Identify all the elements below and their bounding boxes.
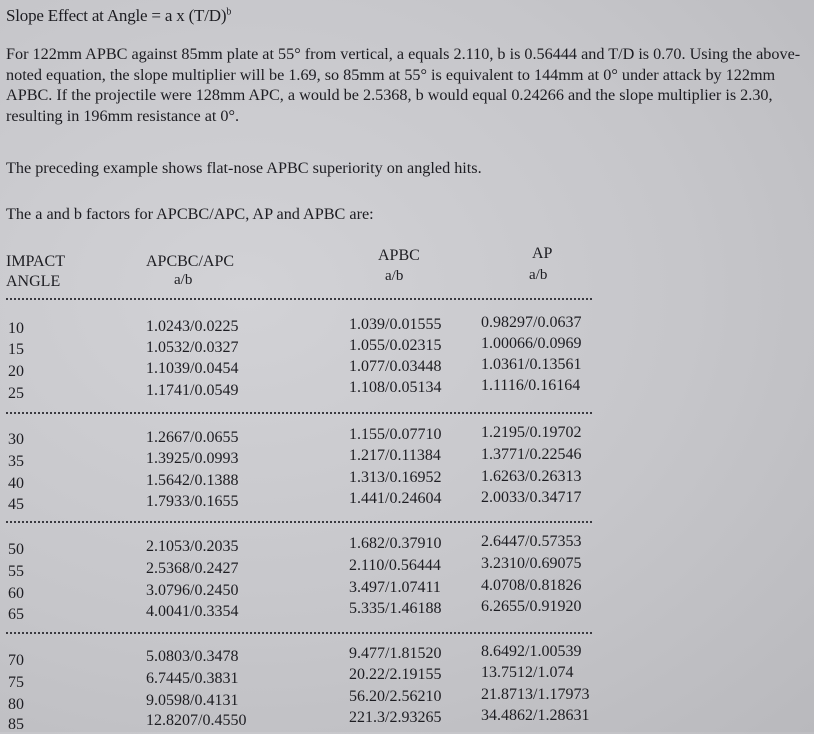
page-title (6, 6, 231, 26)
row-angle: 30 (8, 431, 24, 448)
header-apbc-sub: a/b (385, 268, 404, 284)
row-ap: 1.1116/0.16164 (481, 377, 581, 394)
header-impact: IMPACT (6, 253, 65, 270)
row-ap: 21.8713/1.17973 (481, 686, 590, 703)
title-text: Slope Effect at Angle = a x (T/D) (6, 6, 227, 25)
header-apbc: APBC (378, 247, 420, 264)
row-apcbc: 3.0796/0.2450 (146, 582, 239, 599)
row-ap: 6.2655/0.91920 (481, 598, 582, 615)
row-apbc: 2.110/0.56444 (349, 557, 441, 574)
header-ap-sub: a/b (529, 267, 548, 283)
row-apcbc: 5.0803/0.3478 (146, 648, 239, 665)
row-angle: 60 (8, 585, 24, 602)
row-ap: 4.0708/0.81826 (481, 577, 582, 594)
row-angle: 75 (8, 674, 24, 691)
row-ap: 3.2310/0.69075 (481, 555, 582, 572)
row-apcbc: 4.0041/0.3354 (146, 603, 239, 620)
row-angle: 55 (8, 563, 24, 580)
row-apcbc: 6.7445/0.3831 (146, 670, 239, 687)
row-angle: 85 (8, 716, 24, 733)
row-apbc: 5.335/1.46188 (349, 600, 442, 617)
row-angle: 40 (8, 475, 24, 492)
row-ap: 2.6447/0.57353 (481, 533, 582, 550)
row-angle: 45 (8, 496, 24, 513)
header-ap: AP (532, 245, 553, 262)
table-divider (6, 412, 592, 414)
row-apcbc: 1.7933/0.1655 (146, 493, 239, 510)
row-angle: 80 (8, 696, 24, 713)
row-apbc: 56.20/2.56210 (349, 688, 442, 705)
row-apbc: 20.22/2.19155 (349, 666, 442, 683)
row-angle: 15 (8, 341, 24, 358)
row-apbc: 1.682/0.37910 (349, 535, 442, 552)
row-angle: 10 (8, 320, 24, 337)
header-apcbc-sub: a/b (174, 272, 193, 288)
example-paragraph: For 122mm APBC against 85mm plate at 55° from vertical, a equals 2.110, b is 0.56444 and T/D is 0.70. Using the above-noted equation, the slope multiplier will be 1.69, so 85mm at 55° is equivalent to 144mm at 0° under attack by 122mm APBC. If the projectile were 128mm APC, a would be 2.5368, b would equal 0.24266 and the slope multiplier is 2.30, resulting in 196mm resistance at 0°. (6, 45, 801, 125)
row-ap: 2.0033/0.34717 (481, 489, 582, 506)
row-ap: 0.98297/0.0637 (481, 314, 582, 331)
row-angle: 70 (8, 652, 24, 669)
table-divider (6, 521, 592, 523)
row-apbc: 1.217/0.11384 (349, 447, 441, 464)
factors-paragraph: The a and b factors for APCBC/APC, AP and APBC are: (6, 205, 374, 223)
row-angle: 65 (8, 606, 24, 623)
row-ap: 1.6263/0.26313 (481, 468, 582, 485)
table-divider (6, 298, 592, 300)
row-apcbc: 1.5642/0.1388 (146, 472, 239, 489)
row-apbc: 1.077/0.03448 (349, 358, 442, 375)
row-angle: 20 (8, 363, 24, 380)
row-apbc: 1.039/0.01555 (349, 316, 442, 333)
row-apcbc: 1.3925/0.0993 (146, 450, 239, 467)
row-apbc: 9.477/1.81520 (349, 645, 442, 662)
row-apbc: 1.155/0.07710 (349, 426, 442, 443)
row-apbc: 1.055/0.02315 (349, 337, 442, 354)
row-ap: 1.0361/0.13561 (481, 356, 582, 373)
row-apcbc: 2.5368/0.2427 (146, 560, 239, 577)
row-ap: 1.2195/0.19702 (481, 424, 582, 441)
row-ap: 1.3771/0.22546 (481, 446, 582, 463)
row-ap: 13.7512/1.074 (481, 664, 574, 681)
row-ap: 8.6492/1.00539 (481, 643, 582, 660)
row-apbc: 1.108/0.05134 (349, 379, 442, 396)
header-angle: ANGLE (6, 273, 61, 290)
row-apcbc: 1.1741/0.0549 (146, 382, 239, 399)
row-apcbc: 2.1053/0.2035 (146, 538, 239, 555)
row-apcbc: 1.2667/0.0655 (146, 429, 239, 446)
row-apcbc: 1.0532/0.0327 (146, 339, 239, 356)
row-apbc: 1.441/0.24604 (349, 490, 442, 507)
title-exponent: b (226, 6, 232, 18)
row-apcbc: 12.8207/0.4550 (146, 712, 247, 729)
row-apcbc: 1.0243/0.0225 (146, 318, 239, 335)
header-apcbc: APCBC/APC (146, 253, 235, 270)
row-ap: 34.4862/1.28631 (481, 707, 590, 724)
row-apbc: 1.313/0.16952 (349, 469, 442, 486)
superiority-paragraph: The preceding example shows flat-nose APBC superiority on angled hits. (6, 159, 482, 177)
row-apbc: 3.497/1.07411 (349, 579, 441, 596)
row-angle: 50 (8, 541, 24, 558)
table-divider (6, 632, 592, 634)
row-angle: 25 (8, 385, 24, 402)
row-apbc: 221.3/2.93265 (349, 709, 442, 726)
row-apcbc: 1.1039/0.0454 (146, 360, 239, 377)
row-apcbc: 9.0598/0.4131 (146, 692, 239, 709)
row-ap: 1.00066/0.0969 (481, 335, 582, 352)
row-angle: 35 (8, 453, 24, 470)
